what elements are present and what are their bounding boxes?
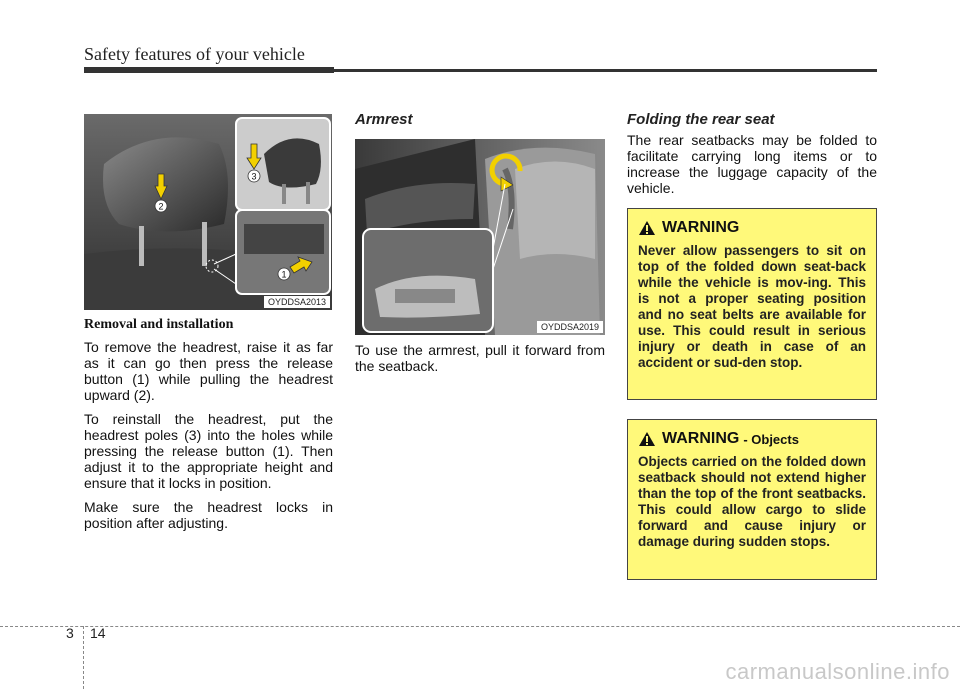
armrest-photo — [355, 139, 605, 335]
warning-box-2 — [627, 419, 877, 580]
warning-title: WARNING — [662, 430, 740, 447]
column-1 — [84, 317, 333, 539]
figure-code: OYDDSA2013 — [264, 296, 330, 308]
warning-header — [638, 430, 866, 448]
armrest-illustration — [355, 139, 605, 335]
warning-header — [638, 219, 866, 237]
section-title: Safety features of your vehicle — [84, 44, 305, 64]
chapter-number: 3 — [66, 625, 74, 641]
watermark: carmanualsonline.info — [725, 659, 950, 684]
warning-text: Never allow passengers to sit on top of the folded down seat-back while the vehicle is mov-ing. This is not a proper seating position and no seat belts are available for use. This could result in serious injury or death in case of an accident or sud-den stop. — [638, 243, 866, 370]
column-2 — [355, 342, 605, 382]
headrest-photo — [84, 114, 332, 310]
paragraph: To use the armrest, pull it forward from the seatback. — [355, 342, 605, 374]
warning-triangle-icon — [638, 220, 656, 236]
heading-folding: Folding the rear seat — [627, 111, 775, 128]
callout-1: 1 — [281, 269, 287, 280]
footer-divider — [83, 626, 84, 689]
column-3 — [627, 132, 877, 204]
title-rule-accent — [84, 67, 334, 73]
callout-3: 3 — [251, 171, 257, 182]
warning-subtitle: - Objects — [743, 431, 799, 447]
footer-rule — [0, 626, 960, 627]
warning-triangle-icon — [638, 431, 656, 447]
paragraph: Make sure the headrest locks in position after adjusting. — [84, 499, 333, 531]
warning-box-1 — [627, 208, 877, 400]
heading-removal: Removal and installation — [84, 317, 234, 332]
paragraph: To reinstall the headrest, put the headrest poles (3) into the holes while pressing the release button (1). Then adjust it to the appropriate height and ensure that it locks in position. — [84, 411, 333, 491]
paragraph: The rear seatbacks may be folded to facilitate carrying long items or to increase the luggage capacity of the vehicle. — [627, 132, 877, 196]
figure-code: OYDDSA2019 — [537, 321, 603, 333]
heading-armrest: Armrest — [355, 111, 413, 128]
callout-2: 2 — [158, 201, 164, 212]
warning-title: WARNING — [662, 219, 740, 236]
page-number: 14 — [90, 625, 106, 641]
headrest-illustration — [84, 114, 332, 310]
paragraph: To remove the headrest, raise it as far as it can go then press the release button (1) while pulling the headrest upward (2). — [84, 339, 333, 403]
warning-text: Objects carried on the folded down seatback should not extend higher than the top of the front seatbacks. This could allow cargo to slide forward and cause injury or damage during sudden stops. — [638, 454, 866, 549]
